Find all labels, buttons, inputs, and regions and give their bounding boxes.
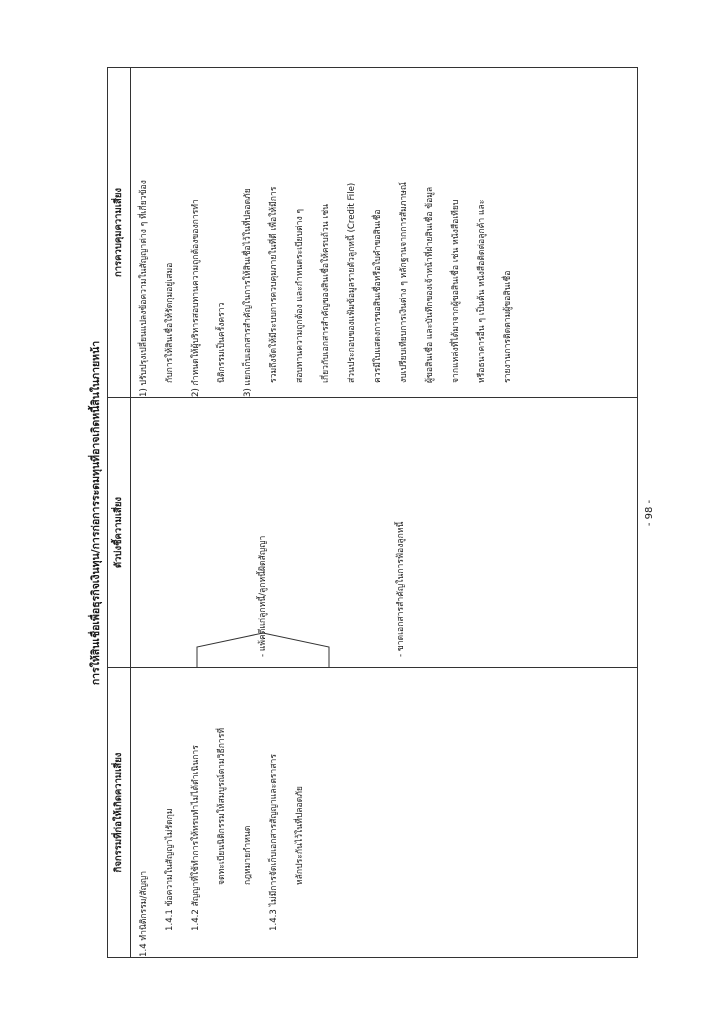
activity-item-3-line1: 1.4.3 ไม่มีการจัดเก็บเอกสารสัญญาและตราสาร (269, 754, 279, 931)
control-3-line5: ส่วนประกอบของแฟ้มข้อมูลรายตัวลูกหนี้ (Credit File) (347, 182, 357, 383)
control-3-line7: งบเปรียบเทียบการเงินต่าง ๆ หลักฐานจากการสัมภาษณ์ (399, 182, 409, 383)
activity-section: 1.4 ทำนิติกรรม/สัญญา (139, 870, 149, 957)
control-cell (131, 68, 638, 398)
risk-control-table (107, 67, 638, 958)
activity-item-2-line3: กฎหมายกำหนด (243, 825, 253, 885)
control-3-line6: ควรมีใบแสดงการขอสินเชื่อหรือใบคำขอสินเชื่อ (373, 209, 383, 383)
risk-indicator-2: - ขาดเอกสารสำคัญในการฟ้องลูกหนี้ (396, 521, 406, 657)
risk-indicator-1: - แพ้คดีแก่ลูกหนี้/ลูกหนี้ผิดสัญญา (258, 535, 268, 657)
control-3-line4: เกี่ยวกับเอกสารสำคัญของสินเชื่อให้ครบถ้วน เช่น (321, 203, 331, 383)
control-2-line2: นิติกรรมเป็นครั้งคราว (217, 302, 227, 383)
activity-item-3-line2: หลักประกันไว้ในที่ปลอดภัย (295, 786, 305, 885)
column-header-risk-indicator: ตัวบ่งชี้ความเสี่ยง (108, 398, 131, 668)
control-3-line2: รวมถึงจัดให้มีระบบการควบคุมภายในที่ดี เพื่อให้มีการ (269, 186, 279, 383)
page-number: - 98 - (644, 499, 655, 527)
control-3-line8: ผู้ขอสินเชื่อ และบันทึกของเจ้าหน้าที่ฝ่ายสินเชื่อ ข้อมูล (425, 186, 435, 383)
table-header-row (108, 68, 131, 958)
table-row (131, 68, 638, 958)
control-3-line9: จากแหล่งที่ได้มาจากผู้ขอสินเชื่อ เช่น หนังสือเทียบ (451, 199, 461, 383)
control-2-line1: 2) กำหนดให้ผู้บริหารสอบทานความถูกต้องของการทำ (191, 199, 201, 397)
control-3-line3: สอบทานความถูกต้อง และกำหนดระเบียบต่าง ๆ (295, 208, 305, 383)
rotated-table-sheet (87, 68, 662, 958)
control-3-line11: รายงานการติดตามผู้ขอสินเชื่อ (503, 270, 513, 383)
activity-cell (131, 668, 638, 958)
risk-indicator-cell (131, 398, 638, 668)
control-3-line10: หรือธนาคารอื่น ๆ เป็นต้น หนังสือติดต่อลูกค้า และ (477, 199, 487, 383)
activity-item-2-line2: จดทะเบียนนิติกรรมให้สมบูรณ์ตามวิธีการที่ (217, 727, 227, 885)
column-header-control: การควบคุมความเสี่ยง (108, 68, 131, 398)
column-header-activity: กิจกรรมที่ก่อให้เกิดความเสี่ยง (108, 668, 131, 958)
activity-item-2-line1: 1.4.2 สัญญาที่ใช้ทำการให้ทรบทำไม่ได้ดำเนินการ (191, 745, 201, 931)
control-3-line1: 3) แยกเก็บเอกสารสำคัญในการให้สินเชื่อไว้ในที่ปลอดภัย (243, 188, 253, 397)
grouping-brace (131, 397, 640, 667)
control-1-line2: กับการให้สินเชื่อให้รัดกุมอยู่เสมอ (165, 262, 175, 383)
activity-item-1: 1.4.1 ข้อความในสัญญาไม่รัดกุม (165, 808, 175, 931)
control-1-line1: 1) ปรับปรุงเปลี่ยนแปลงข้อความในสัญญาต่าง ๆ ที่เกี่ยวข้อง (139, 180, 149, 397)
page-title: การให้สินเชื่อเพื่อธุรกิจเงินทุน/การก่อการระดมทุนที่อาจเกิดหนี้สินในภายหน้า (90, 340, 102, 686)
